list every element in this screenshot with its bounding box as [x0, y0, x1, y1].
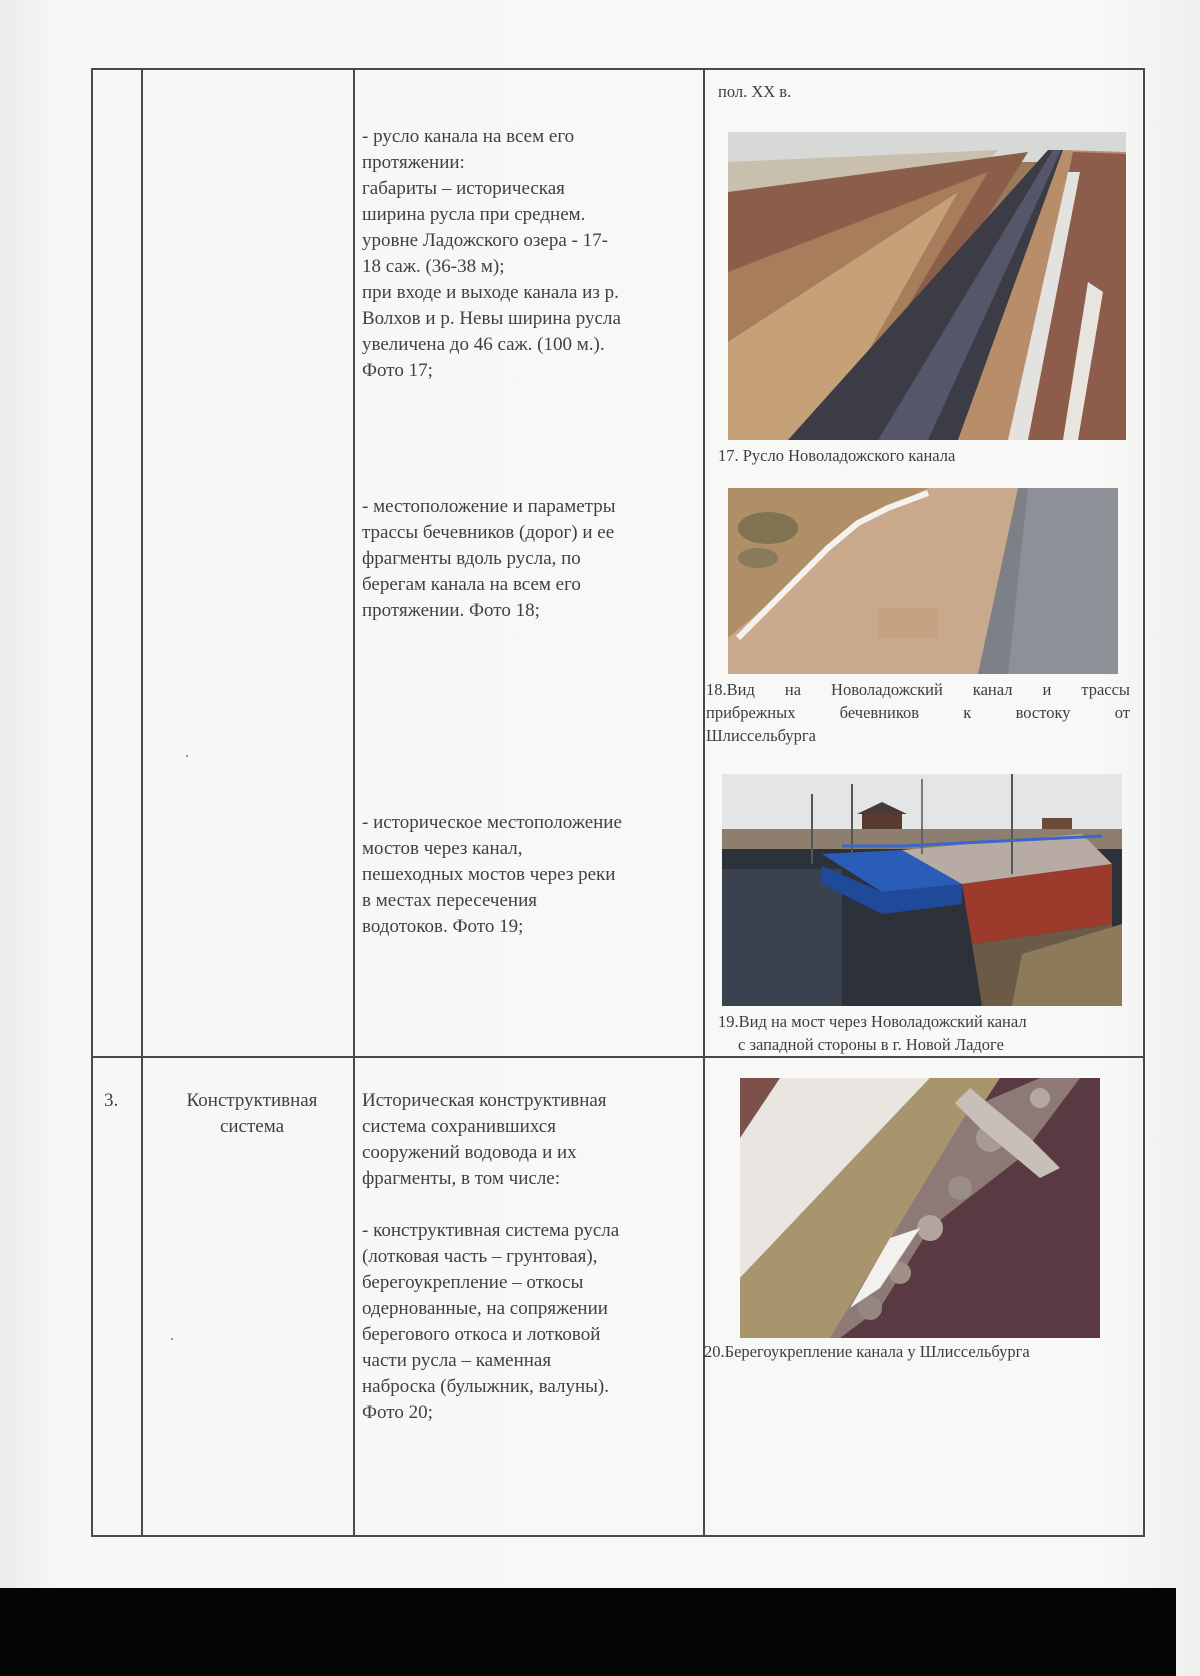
- scan-speck: [171, 1338, 173, 1340]
- caption-19-line-2: с западной стороны в г. Новой Ладоге: [738, 1035, 1004, 1054]
- row-3-text: Историческая конструктивная система сохранившихся сооружений водовода и их фрагменты, в том числе: - конструктивная система русла (лотковая часть – грунтовая), берегоукрепление – откосы одернованные, на сопряжении берегового откоса и лотковой части русла – каменная наброска (булыжник, валуны). Фото 20;: [362, 1090, 620, 1423]
- item-18-text: - местоположение и параметры трассы бечевников (дорог) и ее фрагменты вдоль русла, по берегам канала на всем его протяжении. Фото 18;: [362, 496, 616, 621]
- photo-18-towpath: [728, 488, 1118, 674]
- photo-17-canal-bed: [728, 132, 1126, 440]
- caption-18-line-3: Шлиссельбурга: [706, 726, 816, 745]
- caption-17: 17. Русло Новоладожского канала: [718, 446, 956, 465]
- row-number: 3.: [104, 1090, 119, 1111]
- table-top-border: [91, 68, 1145, 70]
- scan-bottom-edge: [0, 1588, 1176, 1676]
- caption-19-line-1: 19.Вид на мост через Новоладожский канал: [718, 1012, 1027, 1031]
- col-divider-number: [141, 68, 143, 1536]
- table-left-border: [91, 68, 93, 1536]
- col-divider-title: [353, 68, 355, 1536]
- item-19-text: - историческое местоположение мостов через канал, пешеходных мостов через реки в местах пересечения водотоков. Фото 19;: [362, 812, 622, 937]
- photo-19-bridge: [722, 774, 1122, 1006]
- item-17-text: - русло канала на всем его протяжении: габариты – историческая ширина русла при среднем. уровне Ладожского озера - 17- 18 саж. (36-38 м); при входе и выходе канала из р. Волхов и р. Невы ширина русла увеличена до 46 саж. (100 м.). Фото 17;: [362, 126, 621, 381]
- table-right-border: [1143, 68, 1145, 1536]
- row-divider: [91, 1056, 1145, 1058]
- scan-speck: [186, 755, 188, 757]
- row-title: Конструктивная система: [186, 1090, 318, 1137]
- table-bottom-border: [91, 1535, 1145, 1537]
- photo-20-bank-reinforcement: [740, 1078, 1100, 1338]
- caption-20: 20.Берегоукрепление канала у Шлиссельбурга: [704, 1342, 1030, 1361]
- continued-caption: пол. XX в.: [718, 82, 792, 101]
- caption-18-line-1: 18.Вид на Новоладожский канал и трассы: [706, 680, 1130, 699]
- caption-18-line-2: прибрежных бечевников к востоку от: [706, 703, 1130, 722]
